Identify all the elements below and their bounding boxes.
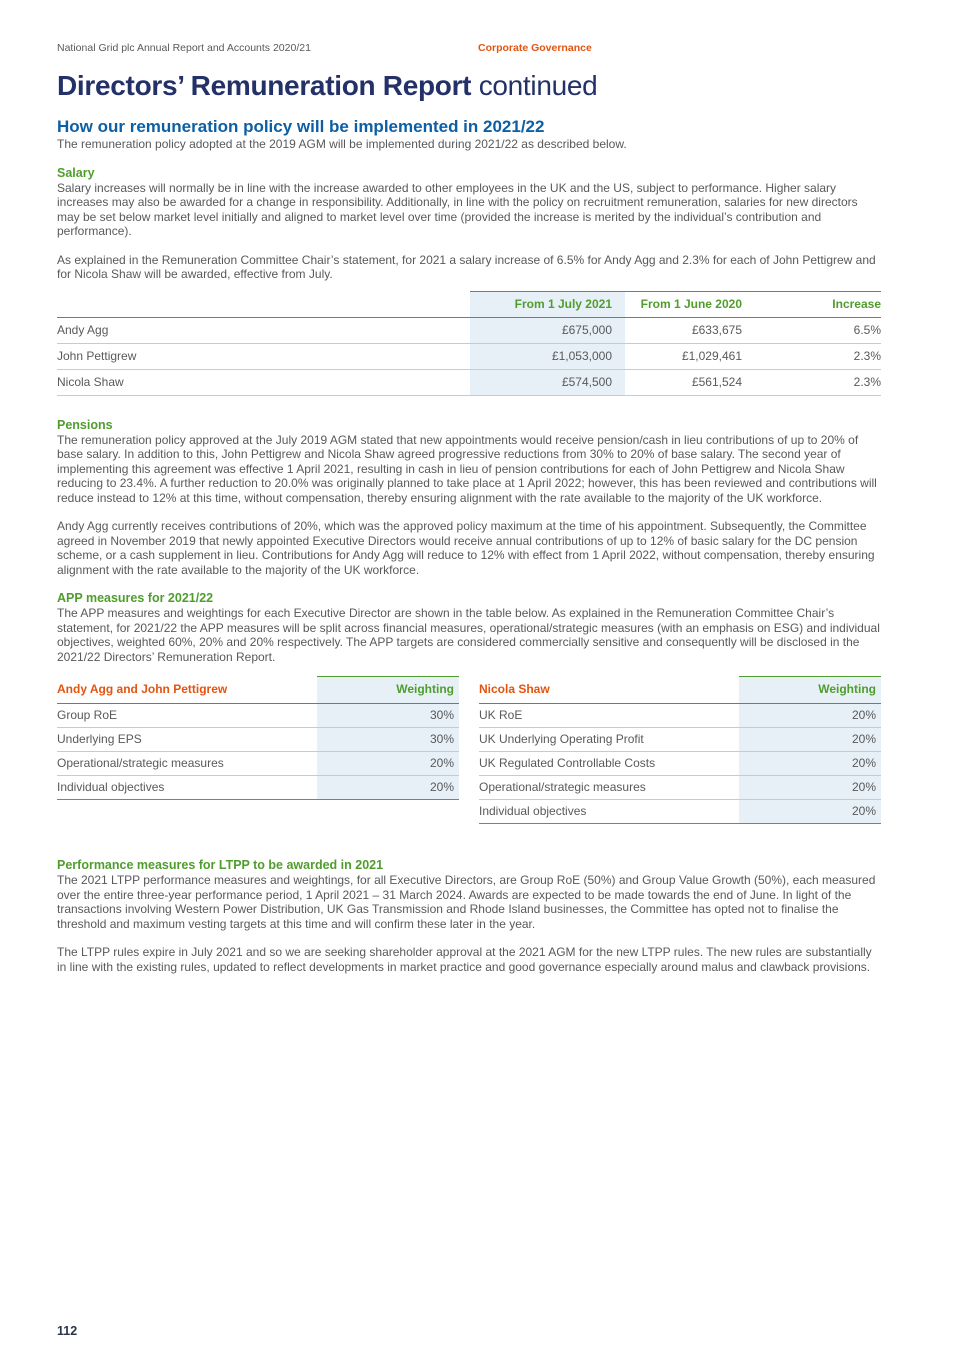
weighting-cell: 20% [739, 752, 881, 776]
weighting-cell: 20% [739, 776, 881, 800]
salary-paragraph-1: Salary increases will normally be in line with the increase awarded to other employees in the UK and the US, subject to performance. Higher salary increases may also be awarded for a change in responsibility. Additionally, in line with the policy on recruitment remuneration, salaries for new directors may be set below market level initially and aligned to market level over time (provided the increase is merited by the individual’s contribution and performance). [57, 180, 858, 238]
table-row [57, 728, 459, 752]
table-row [479, 776, 881, 800]
salary-2021-cell: £675,000 [470, 317, 625, 343]
increase-cell: 6.5% [742, 317, 881, 343]
table-row [57, 317, 881, 343]
app-table-shaw [479, 676, 881, 824]
director-name-cell: Nicola Shaw [57, 369, 470, 395]
app-table-agg-pettigrew [57, 676, 459, 800]
weighting-cell: 20% [317, 752, 459, 776]
measure-cell: Operational/strategic measures [479, 776, 739, 800]
table-row [479, 800, 881, 824]
table-row [57, 369, 881, 395]
salary-2021-cell: £1,053,000 [470, 343, 625, 369]
page-title-continued: continued [478, 70, 598, 101]
director-name-cell: Andy Agg [57, 317, 470, 343]
pensions-heading: Pensions [57, 417, 113, 432]
salary-paragraph-2: As explained in the Remuneration Committee Chair’s statement, for 2021 a salary increase of 6.5% for Andy Agg and 2.3% for each of John Pettigrew and for Nicola Shaw will be awarded, effective from July. [57, 252, 876, 281]
page-title-main: Directors’ Remuneration Report [57, 70, 472, 101]
weighting-cell: 30% [317, 704, 459, 728]
salary-table [57, 291, 881, 396]
measure-cell: Individual objectives [57, 776, 317, 800]
ltpp-paragraph-1: The 2021 LTPP performance measures and weightings, for all Executive Directors, are Group RoE (50%) and Group Value Growth (50%), each measured over the entire three-year performance period, 1 April 2021 – 31 March 2024. Awards are expected to be made towards the end of June. In light of the transactions involving Western Power Distribution, UK Gas Transmission and Rhode Island businesses, the Committee has opted not to finalise the threshold and maximum vesting targets at this time and will confirm these later in the year. [57, 873, 876, 931]
table-row [57, 752, 459, 776]
pensions-paragraph-2: Andy Agg currently receives contributions of 20%, which was the approved policy maximum at the time of his appointment. Subsequently, the Committee agreed in November 2019 that newly appointed Executive Directors would receive annual contributions of up to 12% of basic salary for the DC pension scheme, or a cash supplement in lieu. Contributions for Andy Agg will reduce to 12% with effect from 1 April 2022, without compensation, thereby ensuring alignment with the rate available to the majority of the UK workforce. [57, 519, 875, 577]
salary-table-header-row [57, 291, 881, 317]
empty-header-cell [57, 291, 470, 317]
table-row [57, 776, 459, 800]
page-title [57, 70, 881, 101]
measure-cell: Group RoE [57, 704, 317, 728]
app-measures-tables [57, 676, 881, 824]
app-table-title: Nicola Shaw [479, 677, 739, 704]
salary-heading: Salary [57, 165, 95, 180]
table-row [479, 728, 881, 752]
salary-2020-cell: £633,675 [625, 317, 742, 343]
measure-cell: UK Regulated Controllable Costs [479, 752, 739, 776]
section-label: Corporate Governance [478, 42, 592, 54]
column-header-increase: Increase [742, 291, 881, 317]
table-row [57, 704, 459, 728]
director-name-cell: John Pettigrew [57, 343, 470, 369]
page-subtitle: How our remuneration policy will be implemented in 2021/22 [57, 117, 545, 136]
app-measures-heading: APP measures for 2021/22 [57, 591, 214, 605]
measure-cell: Operational/strategic measures [57, 752, 317, 776]
table-row [57, 343, 881, 369]
app-table-header-row [57, 677, 459, 704]
weighting-cell: 30% [317, 728, 459, 752]
measure-cell: Individual objectives [479, 800, 739, 824]
salary-2020-cell: £1,029,461 [625, 343, 742, 369]
weighting-column-header: Weighting [739, 677, 881, 704]
measure-cell: UK RoE [479, 704, 739, 728]
page-number: 112 [57, 1323, 78, 1338]
salary-2021-cell: £574,500 [470, 369, 625, 395]
ltpp-paragraph-2: The LTPP rules expire in July 2021 and so we are seeking shareholder approval at the 2021 AGM for the new LTPP rules. The new rules are substantially in line with the existing rules, updated to reflect developments in market practice and good governance especially around malus and clawback provisions. [57, 945, 872, 974]
table-row [479, 704, 881, 728]
column-header-from-july-2021: From 1 July 2021 [470, 291, 625, 317]
measure-cell: Underlying EPS [57, 728, 317, 752]
app-table-header-row [479, 677, 881, 704]
increase-cell: 2.3% [742, 369, 881, 395]
intro-paragraph: The remuneration policy adopted at the 2019 AGM will be implemented during 2021/22 as described below. [57, 137, 627, 151]
ltpp-heading: Performance measures for LTPP to be awarded in 2021 [57, 858, 384, 872]
increase-cell: 2.3% [742, 343, 881, 369]
weighting-cell: 20% [739, 728, 881, 752]
measure-cell: UK Underlying Operating Profit [479, 728, 739, 752]
app-measures-paragraph: The APP measures and weightings for each Executive Director are shown in the table below. As explained in the Remuneration Committee Chair’s statement, for 2021/22 the APP measures will be split across financial measures, operational/strategic measures (with an emphasis on ESG) and individual objectives, weighted 60%, 20% and 20% respectively. The APP targets are considered commercially sensitive and consequently will be disclosed in the 2021/22 Directors’ Remuneration Report. [57, 606, 880, 664]
table-row [479, 752, 881, 776]
column-header-from-june-2020: From 1 June 2020 [625, 291, 742, 317]
weighting-cell: 20% [739, 800, 881, 824]
pensions-paragraph-1: The remuneration policy approved at the July 2019 AGM stated that new appointments would receive pension/cash in lieu contributions of up to 20% of base salary. In addition to this, John Pettigrew and Nicola Shaw agreed progressive reductions from 30% to 20% of base salary. The second year of implementing this agreement was effective 1 April 2021, resulting in cash in lieu of pension contributions for each of John Pettigrew and Nicola Shaw reducing to 23.4%. A further reduction to 20.0% was originally planned to take place at 1 April 2022; however, this has been reviewed and contributions will reduce instead to 12% at this time, without compensation, thereby ensuring alignment with the rate available to the majority of the UK workforce. [57, 432, 877, 505]
app-table-title: Andy Agg and John Pettigrew [57, 677, 317, 704]
report-edition-label: National Grid plc Annual Report and Accounts 2020/21 [57, 42, 311, 54]
weighting-cell: 20% [317, 776, 459, 800]
weighting-column-header: Weighting [317, 677, 459, 704]
page-header [57, 42, 881, 56]
weighting-cell: 20% [739, 704, 881, 728]
app-table [479, 676, 881, 824]
app-table [57, 676, 459, 800]
salary-2020-cell: £561,524 [625, 369, 742, 395]
